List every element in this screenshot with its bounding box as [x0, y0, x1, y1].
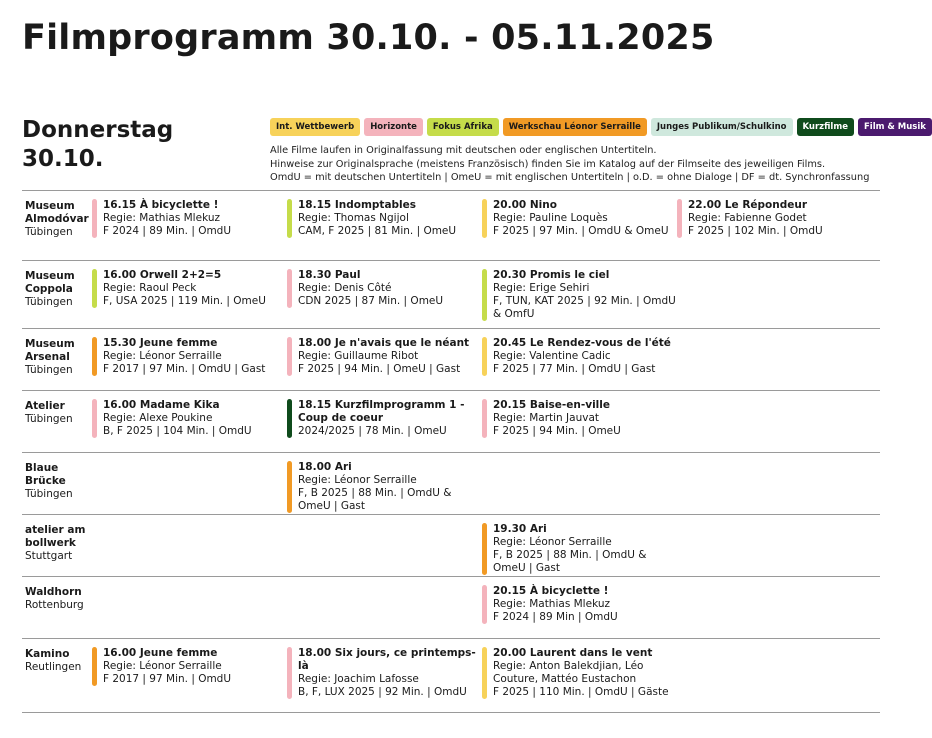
screening-info: CAM, F 2025 | 81 Min. | OmeU	[298, 225, 457, 237]
screening-title: 20.15 Baise-en-ville	[493, 399, 611, 411]
screening-info: F, B 2025 | 88 Min. | OmdU & OmeU | Gast	[493, 549, 647, 574]
screening-info: F 2025 | 94 Min. | OmeU	[493, 425, 621, 437]
screening-director: Regie: Mathias Mlekuz	[493, 598, 610, 610]
day-date: 30.10.	[22, 146, 104, 172]
note-line: Alle Filme laufen in Originalfassung mit deutschen oder englischen Untertiteln.	[270, 145, 657, 156]
screening-title: 15.30 Jeune femme	[103, 337, 218, 349]
venue-name: Atelier	[25, 400, 65, 412]
screening-director: Regie: Anton Balekdjian, Léo Couture, Mattéo Eustachon	[493, 660, 644, 685]
screening-title: 20.00 Nino	[493, 199, 557, 211]
note-line: Hinweise zur Originalsprache (meistens Französisch) finden Sie im Katalog auf der Filmseite des jeweiligen Films.	[270, 158, 826, 170]
screening-director: Regie: Léonor Serraille	[493, 536, 612, 548]
language-notes	[270, 144, 869, 185]
day-heading	[22, 116, 173, 174]
screening	[92, 269, 291, 308]
legend-tag: Werkschau Léonor Serraille	[503, 118, 647, 136]
row-divider	[22, 576, 880, 577]
screening-director: Regie: Léonor Serraille	[103, 660, 222, 672]
screening-info: B, F, LUX 2025 | 92 Min. | OmdU	[298, 686, 467, 698]
screening-director: Regie: Mathias Mlekuz	[103, 212, 220, 224]
screening-director: Regie: Raoul Peck	[103, 282, 197, 294]
venue-city: Stuttgart	[25, 550, 73, 562]
screening-info: 2024/2025 | 78 Min. | OmeU	[298, 425, 447, 437]
screening-title: 16.00 Madame Kika	[103, 399, 220, 411]
row-divider	[22, 452, 880, 453]
screening-director: Regie: Pauline Loquès	[493, 212, 608, 224]
screening-info: F 2017 | 97 Min. | OmdU | Gast	[103, 363, 266, 375]
screening	[287, 269, 486, 308]
venue-label	[25, 586, 91, 612]
venue-city: Tübingen	[25, 488, 73, 500]
screening-title: 16.00 Orwell 2+2=5	[103, 269, 222, 281]
venue-label	[25, 200, 91, 239]
screening-info: F, B 2025 | 88 Min. | OmdU & OmeU | Gast	[298, 487, 452, 512]
screening	[287, 461, 486, 513]
legend-tag: Fokus Afrika	[427, 118, 499, 136]
row-divider	[22, 638, 880, 639]
screening-director: Regie: Alexe Poukine	[103, 412, 213, 424]
screening-title: 18.00 Je n'avais que le néant	[298, 337, 470, 349]
screening	[482, 199, 681, 238]
screening-director: Regie: Fabienne Godet	[688, 212, 807, 224]
day-name: Donnerstag	[22, 117, 174, 143]
screening-director: Regie: Thomas Ngijol	[298, 212, 409, 224]
venue-city: Reutlingen	[25, 661, 82, 673]
screening-director: Regie: Valentine Cadic	[493, 350, 611, 362]
screening-director: Regie: Léonor Serraille	[103, 350, 222, 362]
note-line: OmdU = mit deutschen Untertiteln | OmeU = mit englischen Untertiteln | o.D. = ohne Dialoge | DF = dt. Synchronfassung	[270, 172, 870, 183]
venue-name: Kamino	[25, 648, 70, 660]
legend-tag: Junges Publikum/Schulkino	[651, 118, 793, 136]
screening-title: 18.15 Kurzfilmprogramm 1 - Coup de coeur	[298, 399, 465, 424]
venue-name: Blaue Brücke	[25, 462, 66, 487]
screening-info: B, F 2025 | 104 Min. | OmdU	[103, 425, 252, 437]
screening	[92, 337, 291, 376]
screening-title: 20.00 Laurent dans le vent	[493, 647, 653, 659]
screening-title: 16.15 À bicyclette !	[103, 199, 219, 211]
screening-info: CDN 2025 | 87 Min. | OmeU	[298, 295, 444, 307]
legend-tag: Kurzfilme	[797, 118, 854, 136]
legend-tag: Int. Wettbewerb	[270, 118, 360, 136]
screening-info: F 2024 | 89 Min | OmdU	[493, 611, 618, 623]
screening-info: F, TUN, KAT 2025 | 92 Min. | OmdU & OmfU	[493, 295, 676, 320]
venue-label	[25, 400, 91, 426]
screening-director: Regie: Denis Côté	[298, 282, 392, 294]
screening	[287, 337, 486, 376]
venue-label	[25, 524, 91, 563]
screening-title: 18.15 Indomptables	[298, 199, 417, 211]
venue-city: Rottenburg	[25, 599, 84, 611]
venue-name: Museum Coppola	[25, 270, 75, 295]
screening-director: Regie: Martin Jauvat	[493, 412, 599, 424]
screening	[92, 647, 291, 686]
screening-info: F 2017 | 97 Min. | OmdU	[103, 673, 232, 685]
screening-director: Regie: Léonor Serraille	[298, 474, 417, 486]
screening-director: Regie: Guillaume Ribot	[298, 350, 419, 362]
row-divider	[22, 328, 880, 329]
screening	[482, 647, 681, 699]
screening	[482, 399, 681, 438]
screening-director: Regie: Joachim Lafosse	[298, 673, 419, 685]
venue-name: Waldhorn	[25, 586, 82, 598]
screening	[287, 199, 486, 238]
screening	[287, 399, 486, 438]
screening	[482, 523, 681, 575]
venue-name: Museum Almodóvar	[25, 200, 89, 225]
screening-info: F 2025 | 97 Min. | OmdU & OmeU	[493, 225, 669, 237]
screening	[287, 647, 486, 699]
legend-tag: Horizonte	[364, 118, 423, 136]
screening-title: 16.00 Jeune femme	[103, 647, 218, 659]
screening-title: 22.00 Le Répondeur	[688, 199, 808, 211]
screening	[92, 399, 291, 438]
row-divider	[22, 190, 880, 191]
venue-label	[25, 338, 91, 377]
section-legend	[270, 118, 932, 136]
screening-info: F 2024 | 89 Min. | OmdU	[103, 225, 232, 237]
screening	[677, 199, 876, 238]
legend-tag: Film & Musik	[858, 118, 932, 136]
screening	[482, 585, 681, 624]
screening-info: F 2025 | 94 Min. | OmeU | Gast	[298, 363, 461, 375]
screening-info: F 2025 | 102 Min. | OmdU	[688, 225, 823, 237]
screening-title: 20.30 Promis le ciel	[493, 269, 610, 281]
venue-city: Tübingen	[25, 413, 73, 425]
row-divider	[22, 712, 880, 713]
screening-title: 20.45 Le Rendez-vous de l'été	[493, 337, 671, 349]
screening	[482, 337, 681, 376]
venue-label	[25, 270, 91, 309]
row-divider	[22, 514, 880, 515]
screening-info: F 2025 | 77 Min. | OmdU | Gast	[493, 363, 656, 375]
screening	[92, 199, 291, 238]
screening	[482, 269, 681, 321]
screening-title: 18.30 Paul	[298, 269, 361, 281]
venue-name: Museum Arsenal	[25, 338, 75, 363]
screening-info: F 2025 | 110 Min. | OmdU | Gäste	[493, 686, 669, 698]
page-title: Filmprogramm 30.10. - 05.11.2025	[22, 18, 715, 58]
venue-name: atelier am bollwerk	[25, 524, 86, 549]
venue-city: Tübingen	[25, 364, 73, 376]
venue-city: Tübingen	[25, 296, 73, 308]
venue-label	[25, 462, 91, 501]
screening-title: 18.00 Six jours, ce printemps-là	[298, 647, 476, 672]
screening-info: F, USA 2025 | 119 Min. | OmeU	[103, 295, 266, 307]
row-divider	[22, 390, 880, 391]
screening-title: 19.30 Ari	[493, 523, 547, 535]
screening-director: Regie: Erige Sehiri	[493, 282, 590, 294]
venue-city: Tübingen	[25, 226, 73, 238]
screening-title: 18.00 Ari	[298, 461, 352, 473]
row-divider	[22, 260, 880, 261]
screening-title: 20.15 À bicyclette !	[493, 585, 609, 597]
venue-label	[25, 648, 91, 674]
